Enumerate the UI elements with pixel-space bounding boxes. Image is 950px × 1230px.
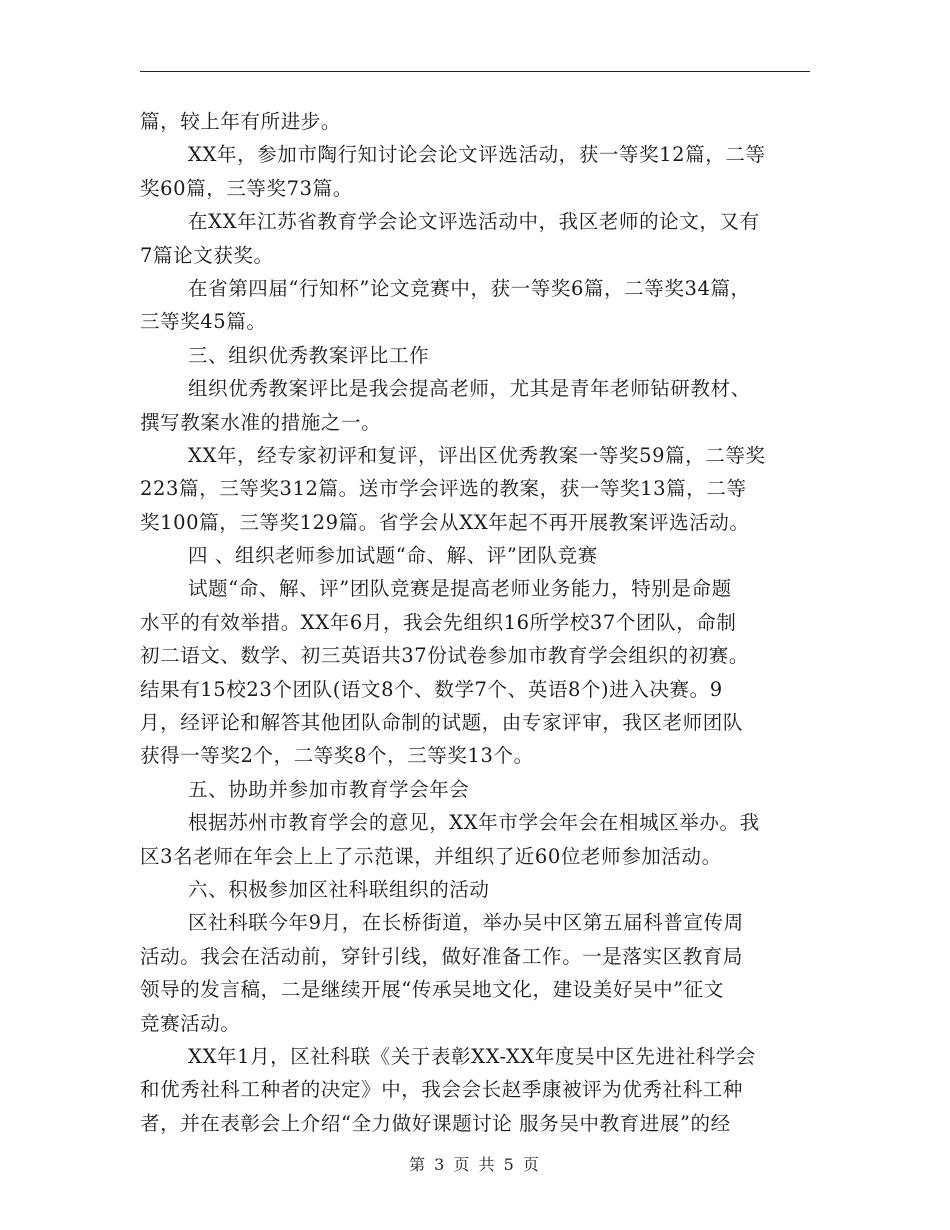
text-line: 竞赛活动。 — [140, 1011, 241, 1035]
page-footer: 第 3 页 共 5 页 — [409, 1155, 541, 1174]
text-line: 在XX年江苏省教育学会论文评选活动中，我区老师的论文，又有 — [188, 210, 760, 234]
text-line: 活动。我会在活动前，穿针引线，做好准备工作。一是落实区教育局 — [140, 944, 744, 968]
text-line: 奖100篇，三等奖129篇。省学会从XX年起不再开展教案评选活动。 — [140, 510, 750, 534]
text-line: 223篇，三等奖312篇。送市学会评选的教案，获一等奖13篇，二等 — [140, 477, 747, 501]
text-line: 四 、组织老师参加试题“命、解、评”团队竞赛 — [188, 544, 598, 568]
text-line: 篇，较上年有所进步。 — [140, 110, 342, 133]
header-rule — [140, 71, 810, 72]
text-line: 在省第四届“行知杯”论文竞赛中，获一等奖6篇，二等奖34篇， — [188, 276, 751, 300]
text-line: 领导的发言稿，二是继续开展“传承吴地文化，建设美好吴中”征文 — [140, 978, 724, 1002]
text-line: 奖60篇，三等奖73篇。 — [140, 176, 353, 200]
text-line: 试题“命、解、评”团队竞赛是提高老师业务能力，特别是命题 — [188, 577, 732, 601]
text-line: 根据苏州市教育学会的意见，XX年市学会年会在相城区举办。我 — [188, 811, 760, 835]
text-line: 初二语文、数学、初三英语共37份试卷参加市教育学会组织的初赛。 — [140, 644, 749, 668]
text-line: XX年，参加市陶行知讨论会论文评选活动，获一等奖12篇，二等 — [188, 143, 766, 167]
text-line: 结果有15校23个团队(语文8个、数学7个、英语8个)进入决赛。9 — [140, 677, 723, 701]
text-line: 三、组织优秀教案评比工作 — [188, 343, 430, 367]
text-line: 五、协助并参加市教育学会年会 — [188, 777, 470, 801]
text-line: 和优秀社科工种者的决定》中，我会会长赵季康被评为优秀社科工种 — [140, 1078, 744, 1102]
document-body — [140, 105, 812, 1140]
text-line: 撰写教案水准的措施之一。 — [140, 410, 382, 434]
text-line: 六、积极参加区社科联组织的活动 — [188, 877, 490, 901]
text-line: 组织优秀教案评比是我会提高老师，尤其是青年老师钻研教材、 — [188, 377, 751, 401]
text-line: 获得一等奖2个，二等奖8个，三等奖13个。 — [140, 744, 534, 768]
text-line: 三等奖45篇。 — [140, 310, 267, 334]
text-line: 7篇论文获奖。 — [140, 243, 274, 267]
text-line: 水平的有效举措。XX年6月，我会先组织16所学校37个团队，命制 — [140, 610, 737, 634]
text-line: XX年，经专家初评和复评，评出区优秀教案一等奖59篇，二等奖 — [188, 443, 766, 467]
text-line: 者，并在表彰会上介绍“全力做好课题讨论 服务吴中教育进展”的经 — [140, 1111, 731, 1135]
text-line: 区3名老师在年会上上了示范课，并组织了近60位老师参加活动。 — [140, 844, 722, 868]
text-line: 区社科联今年9月，在长桥街道，举办吴中区第五届科普宣传周 — [188, 911, 744, 935]
text-line: 月，经评论和解答其他团队命制的试题，由专家评审，我区老师团队 — [140, 711, 744, 735]
text-line: XX年1月，区社科联《关于表彰XX-XX年度吴中区先进社科学会 — [188, 1044, 756, 1068]
